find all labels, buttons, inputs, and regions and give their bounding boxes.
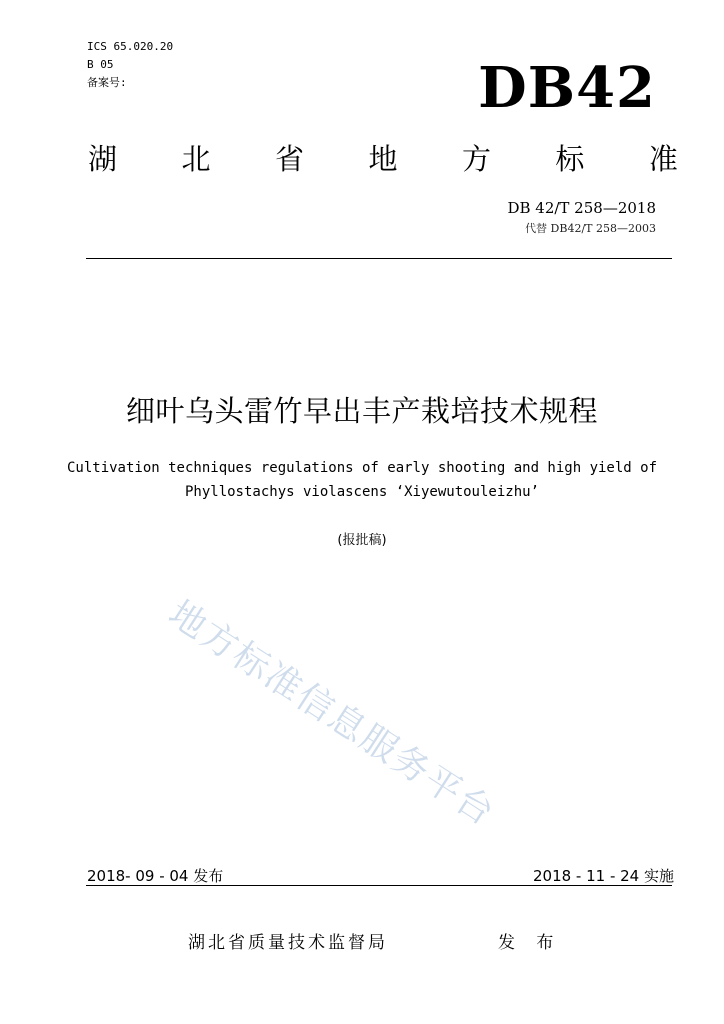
standard-type-char: 北: [181, 142, 211, 176]
standard-number: DB 42/T 258—2018: [507, 199, 656, 217]
issue-label: 发 布: [498, 933, 562, 953]
standard-type-char: 地: [368, 142, 398, 176]
ccs-code: B 05: [87, 58, 114, 71]
standard-type-char: 省: [274, 142, 304, 176]
standard-type-char: 标: [555, 142, 585, 176]
draft-status-label: (报批稿): [337, 533, 387, 548]
publish-date: 2018- 09 - 04 发布: [87, 867, 224, 885]
classification-block: [87, 38, 173, 92]
issuing-authority: 湖北省质量技术监督局: [188, 933, 388, 953]
ics-code: ICS 65.020.20: [87, 40, 174, 53]
implement-date: 2018 - 11 - 24 实施: [532, 867, 674, 885]
footer-divider: [86, 885, 672, 886]
english-title: [20, 456, 704, 504]
chinese-title: 细叶乌头雷竹早出丰产栽培技术规程: [125, 394, 598, 428]
replaces-note: 代替 DB42/T 258—2003: [525, 222, 656, 235]
standard-type-title: [88, 141, 678, 177]
header-divider: [86, 258, 672, 259]
standard-type-char: 湖: [88, 142, 118, 176]
record-number-label: 备案号:: [87, 76, 127, 89]
watermark: 地方标准信息服务平台: [161, 593, 503, 835]
english-title-line-1: Cultivation techniques regulations of early shooting and high yield of: [66, 460, 657, 476]
standard-type-char: 方: [461, 142, 491, 176]
standard-code-logo: DB42: [478, 55, 656, 121]
standard-type-char: 准: [648, 142, 678, 176]
english-title-line-2: Phyllostachys violascens ‘Xiyewutouleizhu’: [184, 484, 539, 500]
